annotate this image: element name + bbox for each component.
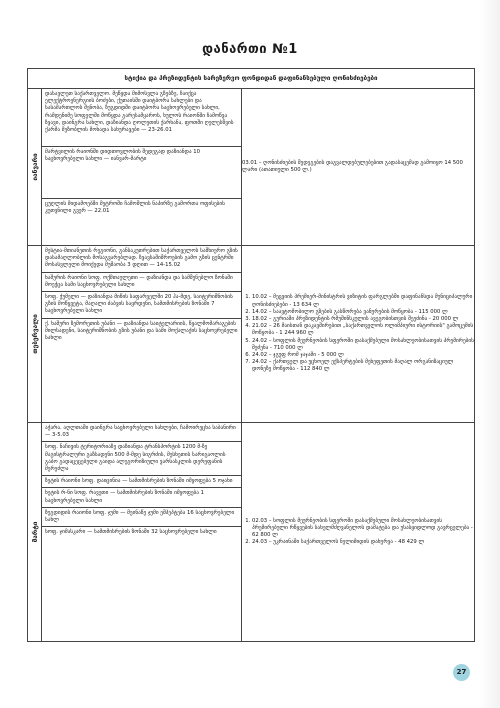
table-row <box>28 423 475 642</box>
month-label: იანვარი <box>30 153 39 181</box>
event-entry: აჭარა. აღლთაში დაინგრა საცხოვრებელი სახლები, ჩამოირეცხა საბანირი — 3-5.03 <box>42 423 241 442</box>
list-item: 7. 24.02 – ქართველ და უცხოელ ექსპერტების მეხეფეთის მაღალ ორგანიზაციულ დონეზე მოწყობა - 112 840 ლ <box>252 359 474 373</box>
table-header: სტიქია და პრეზიდენტის სარეზერვო ფონდიდან დაფინანსებული ღონისძიებები <box>28 69 475 89</box>
list-item: 2. 14.02 – საავტომობილო გზების გასწორება ვანურების მოწყობა - 115 000 ლ <box>252 309 474 316</box>
table-row <box>28 246 475 423</box>
list-item: 6. 24.02 – ჯგუფ რომ ჯაჯამი - 5 000 ლ <box>252 352 474 359</box>
event-entry: სოფ. ჯიმასკარი — სამთმისრების ზონაში 32 საცხოვრებელი სახლი <box>45 529 217 536</box>
month-cell <box>28 89 42 246</box>
right-cell <box>242 246 475 423</box>
event-entry: ზეტის რაიონი სოფ. დაიცინია — სამთმისრების ზონაში იმყოფება 5 ოჯახი <box>42 476 241 488</box>
month-cell <box>28 423 42 642</box>
right-cell <box>242 89 475 246</box>
events-table <box>27 68 475 642</box>
event-entry: ზუგდიდის რაიონი სოფ. ჯუმი — მეინაწე ჯუმი ეშპეპტება 16 საცხოვრებელი სახლ <box>42 508 241 527</box>
event-entry: დასავლეთ საქართველო. მეწყდა მიმოსვლა გზებზე, ჩაიქცა ელექტროენერგიის ბოძები, ქუთაისში დაიტბორა სახლები და სასამართლოს შენობა, ზუგდიდში დაიტბორა საცხოვრებელი სახლი, რამდენიმე სოფელში მოწყდა გარესამყაროს, ხულოს რაიონში ჩამოწვა ზვავი, დაინგრა სახლი, დაზიანდა ღოლეთის ქარხანა, ფოთში ღელესწვის ქარმა მეზობლის მოხადა სახურავები — 23-26.01 <box>42 89 241 147</box>
list-item: 2. 24.03 – უკრაინაში საქართველოს ნელიმიდის დახურვა - 48 429 ლ <box>252 539 474 546</box>
event-entry: ქ. ხაშური ზემორეთის უბანი — დაზიანდა საიტელარიის, წყალმომარაგების მილსადენი, საიტერიშნობის გზის უბანი და სამი მოქალაქის საცხოვრებელი სახლი <box>45 320 238 342</box>
month-cell <box>28 246 42 423</box>
list-item: 3. 18.02 – გურიაში პრეზიდენტის რმუშინსკულის ავეგობისთვის შეეძინა - 20 000 ლ <box>252 316 474 323</box>
left-cell <box>42 89 242 246</box>
event-entry: სოფ. ქუმელი — დაზიანდა მიწის საფარველში 20 ჰა-მდე, საიტერიშნობის გზის მოწყვეტა, მაღალი ძაბვის საყრდენი, სამთმისრების ზონაში 7 საცხოვრებელი სახლი <box>42 292 241 319</box>
month-label: თებერვალი <box>30 314 39 354</box>
list-item: 4. 21.02 – 26 მაისთან დაკავშირებით „საქართველოს ოლიმპიური ისტორიის" გამოცემის მოწყობა - 1 244 960 ლ <box>252 323 474 337</box>
event-entry: სოფ. ნაჩივის ტერიტორიაზე დაზიანდა ტრანსპორტის 1200 მ-ზე მაგისტრალური გაზსადენი 500 მ-მდე სიგრძის, მესხეთის სარიგაოლის გაბო გადაცეცებული გაიდა ალეგორიზიული ვარსასკლის დერეფანის მერეძლა <box>42 442 241 476</box>
event-entry: ხეტის რ-ნი სოფ. რავეთი — სამთმისრების ზონაში იმყოფება 1 საცხოვრებელი სახლი <box>42 488 241 507</box>
event-entry: მესტია-მთიანეთის რეგიონი, განსაკუთრებით საქართველოს საშხიერო გზის დასამაღლობლის მოსაგვარებლად. ზვავსაშიშროების გამო გზის ცენტრში მოსასვლელი მოიქედა მუშაობა 3 დღით — 14-15.02 <box>42 246 241 273</box>
month-label: მარტი <box>30 521 39 543</box>
page-number: 27 <box>453 664 470 681</box>
funding-list <box>242 294 474 373</box>
left-cell <box>42 423 242 642</box>
funding-entry: 03.01 – ღონისძიების შედეგების დაგვალდებულებებით გადასაცემად გამოიყო 14 500 ლარი (ათათიული 500 ლ.) <box>242 159 463 173</box>
event-entry: ცუღლის მიდამოებში მეტროში ჩამოშლის ნაპირზე გამორთა ოფისების კუთვნილი გვერ — 22.01 <box>45 201 225 215</box>
list-item: 1. 10.02 – მეცვიის პრემიერ-მინისტრის ვიზიტის ფარგლებში დაფინანსდა მუნიციპალური ღონისძიებები - 13 634 ლ <box>252 294 474 308</box>
list-item: 1. 02.03 – სოფლის მეურნეობის სფეროში დასაქმებული მოსახლეობისათვის პრემირებული რწყვების სახელმძღვანელოს დამატება და უსასყიდლოდ გავრცელება - 62 800 ლ <box>252 518 474 540</box>
page-edge-shadow <box>480 0 500 708</box>
funding-list <box>242 518 474 547</box>
right-cell <box>242 423 475 642</box>
table-row <box>28 89 475 246</box>
page-title: დანართი №1 <box>202 42 298 57</box>
event-entry: მარტვილის რაიონში დიდთოვლობის შედეგად დაზიანდა 10 საცხოვრებელი სახლი — იანვარ-მარტი <box>42 147 241 199</box>
left-cell <box>42 246 242 423</box>
event-entry: ხაშურის რაიონი სოფ. ოქმთაულეთი — დაზიანდა და სამშენებლო ზონაში მოექცა სამი საცხოვრებელი სახლი <box>42 273 241 292</box>
list-item: 5. 24.02 – სოფლის მეურნეობის სფეროში დასაქმებული მოსახლეობისათვის პრემირების შეძენა - 710 000 ლ <box>252 338 474 352</box>
